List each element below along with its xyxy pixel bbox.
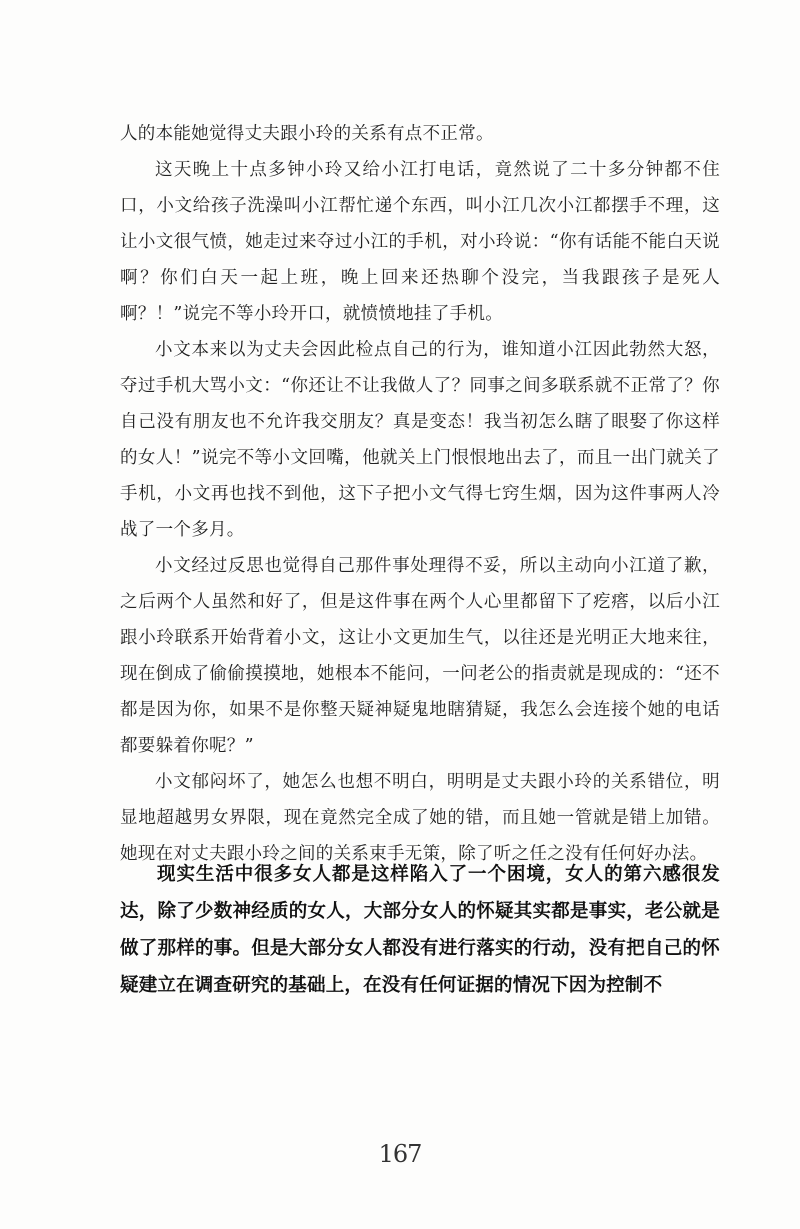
story-paragraph-3: 小文本来以为丈夫会因此检点自己的行为，谁知道小江因此勃然大怒，夺过手机大骂小文：“你还让不让我做人了？同事之间多联系就不正常了？你自己没有朋友也不允许我交朋友？真是变态！我当初怎么瞎了眼娶了你这样的女人！”说完不等小文回嘴，他就关上门恨恨地出去了，而且一出门就关了手机，小文再也找不到他，这下子把小文气得七窍生烟，因为这件事两人冷战了一个多月。	[120, 340, 720, 540]
story-paragraph-4: 小文经过反思也觉得自己那件事处理得不妥，所以主动向小江道了歉，之后两个人虽然和好了，但是这件事在两个人心里都留下了疙瘩，以后小江跟小玲联系开始背着小文，这让小文更加生气，以往还是光明正大地来往，现在倒成了偷偷摸摸地，她根本不能问，一问老公的指责就是现成的：“还不都是因为你，如果不是你整天疑神疑鬼地瞎猜疑，我怎么会连接个她的电话都要躲着你呢？”	[120, 556, 720, 756]
story-text	[120, 116, 720, 872]
page-number: 167	[378, 1140, 422, 1168]
story-paragraph-1: 人的本能她觉得丈夫跟小玲的关系有点不正常。	[120, 124, 494, 144]
commentary-text	[120, 856, 720, 1004]
story-paragraph-5: 小文郁闷坏了，她怎么也想不明白，明明是丈夫跟小玲的关系错位，明显地超越男女界限，现在竟然完全成了她的错，而且她一管就是错上加错。她现在对丈夫跟小玲之间的关系束手无策，除了听之任之没有任何好办法。	[120, 772, 720, 864]
story-paragraph-2: 这天晚上十点多钟小玲又给小江打电话，竟然说了二十多分钟都不住口，小文给孩子洗澡叫小江帮忙递个东西，叫小江几次小江都摆手不理，这让小文很气愤，她走过来夺过小江的手机，对小玲说：“你有话能不能白天说啊？你们白天一起上班，晚上回来还热聊个没完，当我跟孩子是死人啊？！”说完不等小玲开口，就愤愤地挂了手机。	[120, 160, 720, 324]
commentary-paragraph: 现实生活中很多女人都是这样陷入了一个困境，女人的第六感很发达，除了少数神经质的女人，大部分女人的怀疑其实都是事实，老公就是做了那样的事。但是大部分女人都没有进行落实的行动，没有把自己的怀疑建立在调查研究的基础上，在没有任何证据的情况下因为控制不	[120, 864, 720, 996]
